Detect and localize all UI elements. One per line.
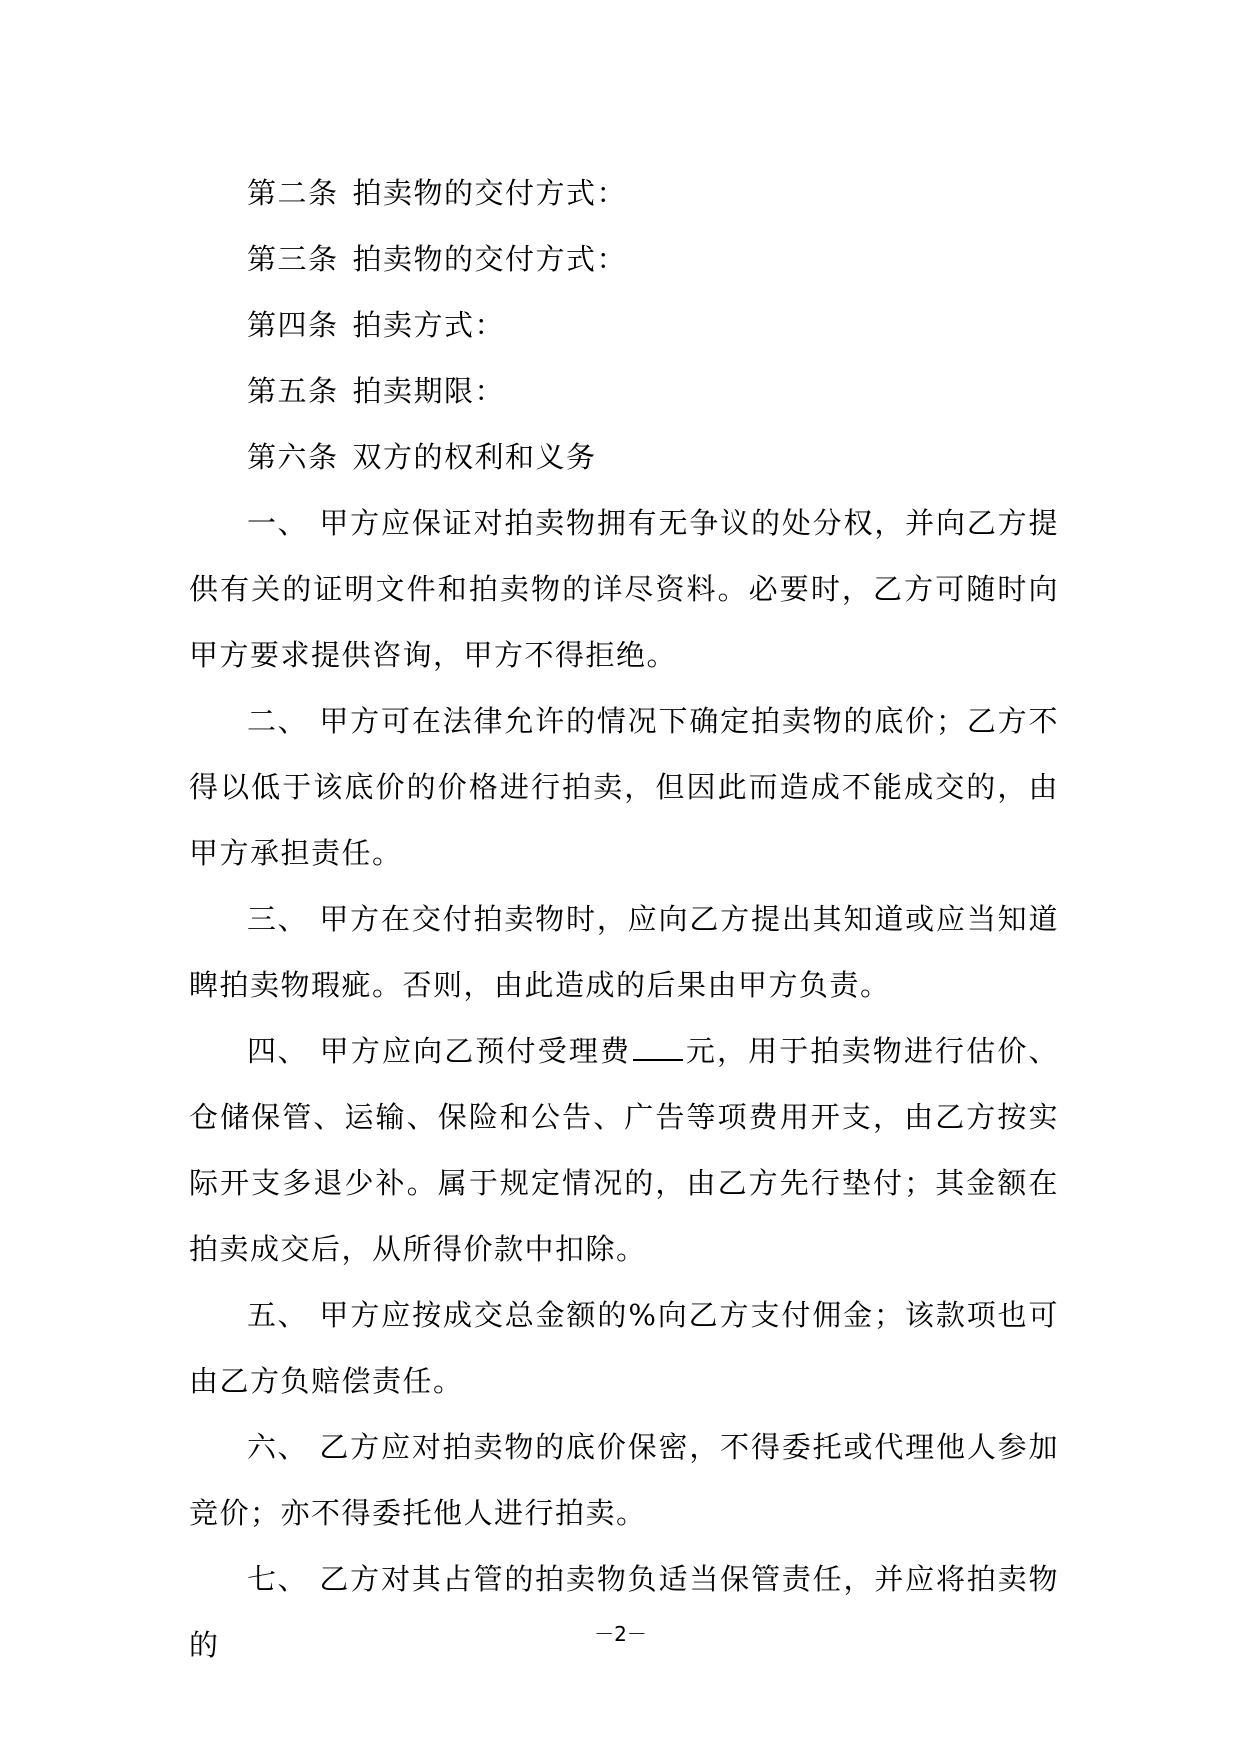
article-text: 双方的权利和义务: [352, 440, 597, 474]
clause-text: 甲方可在法律允许的情况下确定拍卖物的底价；乙方不得以低于该底价的价格进行拍卖，但因此而造成不能成交的，由甲方承担责任。: [189, 704, 1059, 870]
clause-7: [189, 1546, 1059, 1678]
article-text: 拍卖期限：: [352, 374, 506, 408]
article-5: [189, 358, 1059, 424]
clause-number: 三、: [247, 902, 309, 936]
fee-blank: [633, 1059, 683, 1061]
clause-number: 四、: [247, 1034, 309, 1068]
clause-number: 二、: [247, 704, 309, 738]
clause-number: 一、: [247, 506, 309, 540]
clause-number: 五、: [247, 1298, 309, 1332]
clause-1: [189, 490, 1059, 688]
article-2: [189, 160, 1059, 226]
clause-5: [189, 1282, 1059, 1414]
clause-number: 七、: [247, 1562, 309, 1596]
clause-6: [189, 1414, 1059, 1546]
clause-number: 六、: [247, 1430, 309, 1464]
article-text: 拍卖方式：: [352, 308, 506, 342]
clause-text: 甲方应保证对拍卖物拥有无争议的处分权，并向乙方提供有关的证明文件和拍卖物的详尽资料。必要时，乙方可随时向甲方要求提供咨询，甲方不得拒绝。: [189, 506, 1059, 672]
clause-text-before: 甲方应向乙预付受理费: [319, 1034, 632, 1068]
clause-4: [189, 1018, 1059, 1282]
article-6: [189, 424, 1059, 490]
clause-2: [189, 688, 1059, 886]
article-4: [189, 292, 1059, 358]
clause-3: [189, 886, 1059, 1018]
article-label: 第三条: [247, 242, 339, 276]
clause-text: 甲方在交付拍卖物时，应向乙方提出其知道或应当知道睥拍卖物瑕疵。否则，由此造成的后果由甲方负责。: [189, 902, 1059, 1002]
clause-text-after: 元，用于拍卖物进行估价、仓储保管、运输、保险和公告、广告等项费用开支，由乙方按实际开支多退少补。属于规定情况的，由乙方先行垫付；其金额在拍卖成交后，从所得价款中扣除。: [189, 1034, 1059, 1266]
clause-text: 乙方应对拍卖物的底价保密，不得委托或代理他人参加竞价；亦不得委托他人进行拍卖。: [189, 1430, 1059, 1530]
document-body: [189, 160, 1059, 1678]
page-number: －2－: [594, 1622, 647, 1646]
article-3: [189, 226, 1059, 292]
article-text: 拍卖物的交付方式：: [352, 242, 628, 276]
clause-text: 甲方应按成交总金额的%向乙方支付佣金；该款项也可由乙方负赔偿责任。: [189, 1298, 1059, 1398]
article-label: 第二条: [247, 176, 339, 210]
clause-text: 乙方对其占管的拍卖物负适当保管责任，并应将拍卖物的: [189, 1562, 1059, 1662]
article-text: 拍卖物的交付方式：: [352, 176, 628, 210]
article-label: 第四条: [247, 308, 339, 342]
article-label: 第五条: [247, 374, 339, 408]
article-label: 第六条: [247, 440, 339, 474]
